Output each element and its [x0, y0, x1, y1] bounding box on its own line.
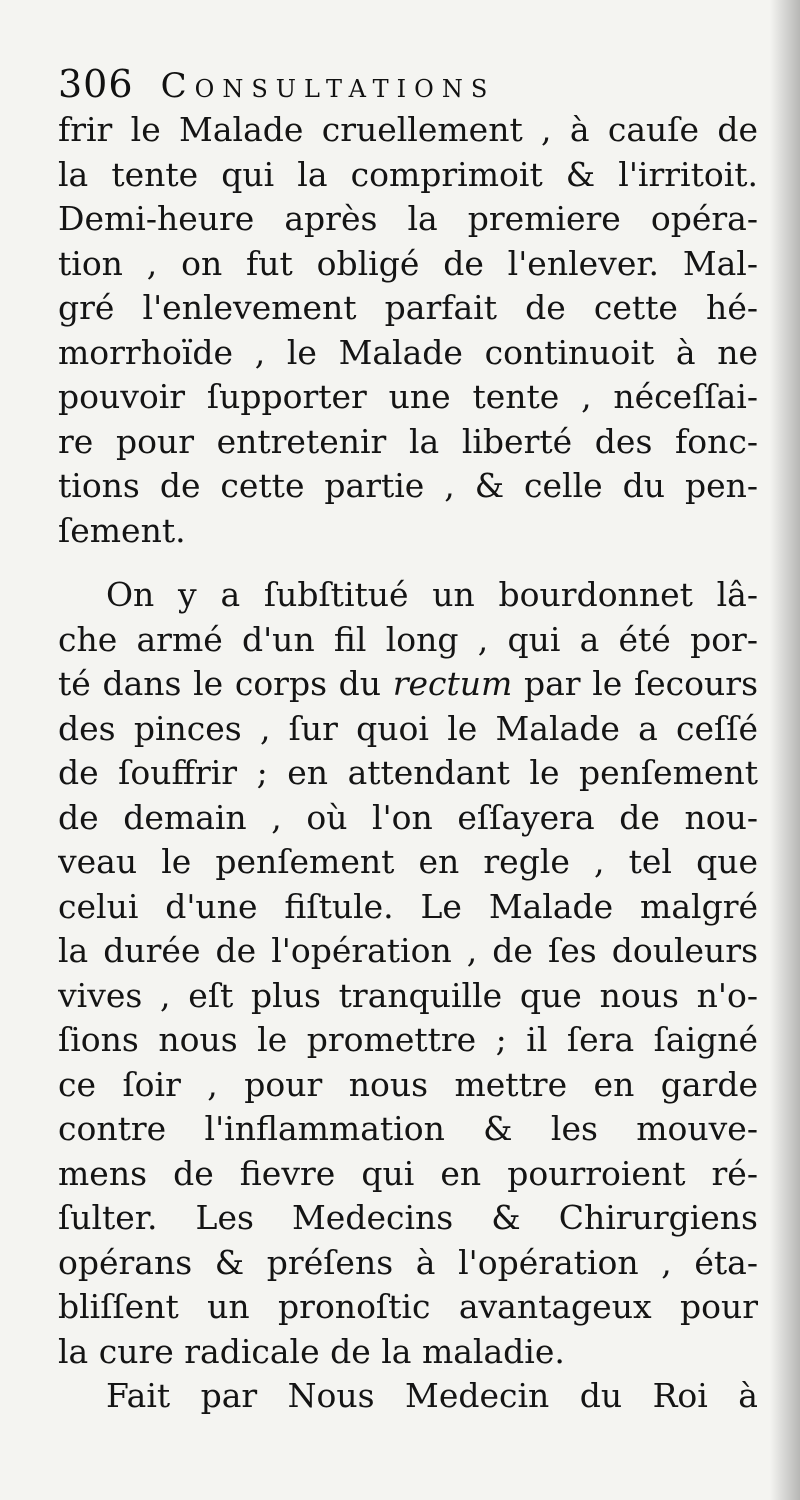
text-line: tions de cette partie , & celle du pen-	[58, 466, 758, 505]
page-edge-shadow	[770, 0, 800, 1500]
text-line: On y a ſubſtitué un bourdonnet lâ-	[106, 575, 758, 614]
text-line: de demain , où l'on eſſayera de nou-	[58, 797, 758, 837]
text-line: veau le penſement en regle , tel que	[58, 842, 758, 881]
text-line: bliſſent un pronoſtic avantageux pour	[58, 1287, 758, 1326]
text-line: celui d'une fiſtule. Le Malade malgré	[58, 886, 758, 926]
text-line: la cure radicale de la maladie.	[58, 1331, 565, 1371]
body-text	[58, 108, 758, 1419]
text-line: re pour entretenir la liberté des fonc-	[58, 421, 758, 461]
text-line: contre l'inflammation & les mouve-	[58, 1109, 758, 1148]
text-line: opérans & préſens à l'opération , éta-	[58, 1242, 758, 1282]
text-line: des pinces , ſur quoi le Malade a ceſſé	[58, 708, 758, 748]
text-line: frir le Malade cruellement , à cauſe de	[58, 110, 758, 149]
text-line: vives , eſt plus tranquille que nous n'o-	[58, 975, 758, 1015]
italic-word: rectum	[392, 664, 513, 703]
text-line: ſulter. Les Medecins & Chirurgiens	[58, 1198, 758, 1237]
text-segment: par le ſecours	[512, 664, 758, 703]
text-line: ſions nous le promettre ; il ſera ſaigné	[58, 1020, 758, 1059]
text-line: che armé d'un fil long , qui a été por-	[58, 619, 758, 659]
running-head-title: Consultations	[160, 66, 496, 106]
text-line: Demi-heure après la premiere opéra-	[58, 199, 758, 238]
text-line: la tente qui la comprimoit & l'irritoit.	[58, 154, 758, 194]
text-line: ce ſoir , pour nous mettre en garde	[58, 1064, 758, 1104]
running-head	[58, 62, 618, 112]
text-line: pouvoir ſupporter une tente , néceſſai-	[58, 377, 758, 416]
text-line: de ſouffrir ; en attendant le penſement	[58, 753, 758, 792]
text-line: mens de fievre qui en pourroient ré-	[58, 1153, 758, 1193]
text-line: ſement.	[58, 510, 186, 550]
text-line: morrhoïde , le Malade continuoit à ne	[58, 332, 758, 372]
text-line: tion , on fut obligé de l'enlever. Mal-	[58, 243, 758, 283]
text-line: la durée de l'opération , de ſes douleurs	[58, 931, 758, 970]
page-number: 306	[58, 62, 134, 106]
text-line: gré l'enlevement parfait de cette hé-	[58, 288, 758, 327]
text-line-with-italic	[58, 662, 758, 707]
text-line: Fait par Nous Medecin du Roi à	[106, 1376, 758, 1415]
text-segment: té dans le corps du	[58, 664, 393, 703]
